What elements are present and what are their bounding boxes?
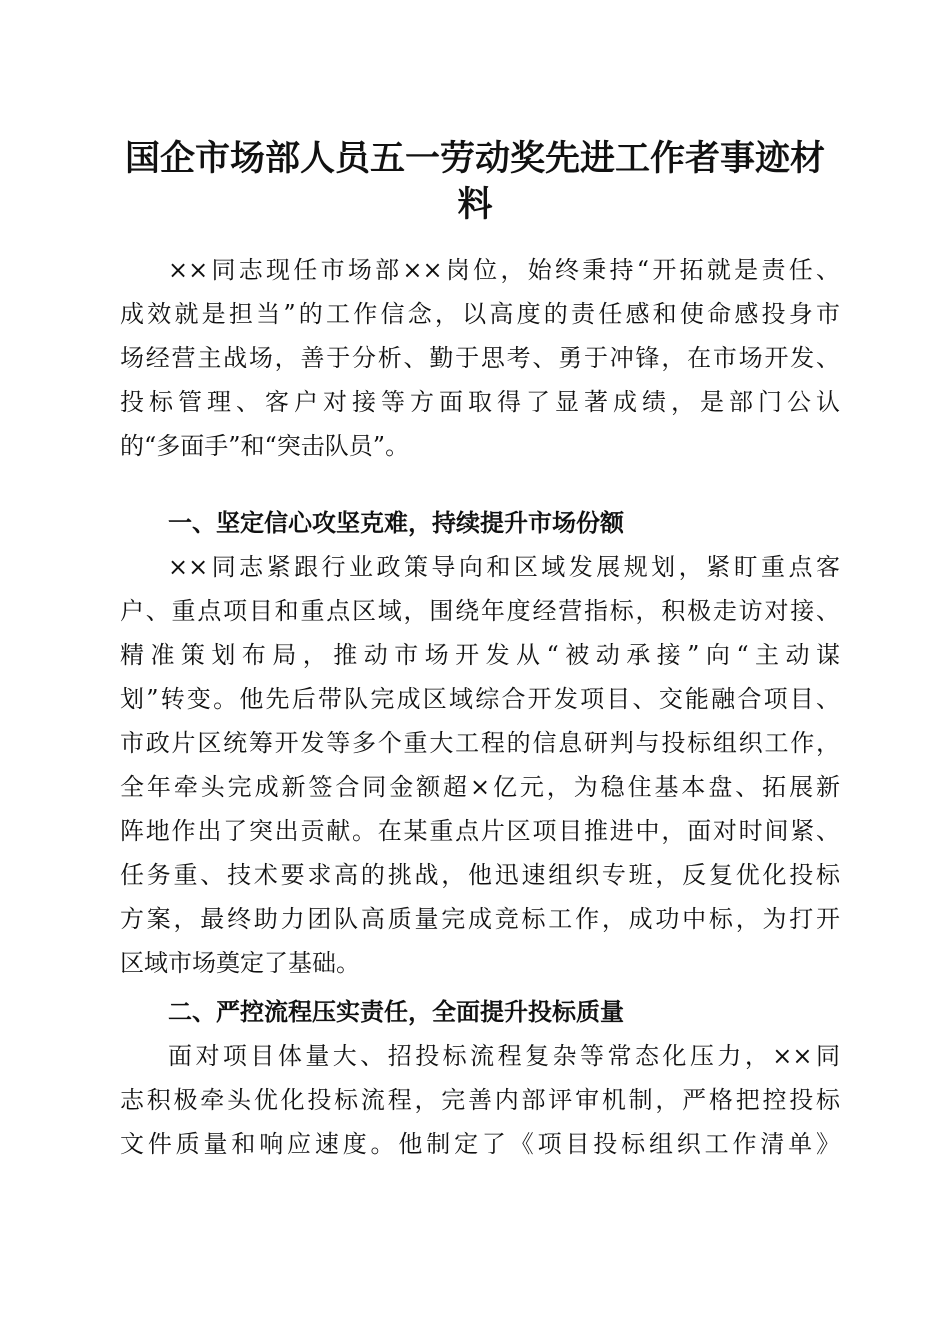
- paragraph-line: 全年牵头完成新签合同金额超×亿元，为稳住基本盘、拓展新: [120, 773, 840, 801]
- body-paragraph: [120, 545, 840, 985]
- paragraph-line: ××同志现任市场部××岗位，始终秉持“开拓就是责任、: [168, 256, 840, 284]
- paragraph-line: 场经营主战场，善于分析、勤于思考、勇于冲锋，在市场开发、: [120, 344, 840, 372]
- paragraph-line: 阵地作出了突出贡献。在某重点片区项目推进中，面对时间紧、: [120, 817, 840, 845]
- paragraph-line: 文件质量和响应速度。他制定了《项目投标组织工作清单》: [120, 1130, 840, 1158]
- title-line: 料: [457, 184, 493, 225]
- paragraph-line: 户、重点项目和重点区域，围绕年度经营指标，积极走访对接、: [120, 597, 840, 625]
- document-title: [110, 136, 840, 228]
- paragraph-line: 志积极牵头优化投标流程，完善内部评审机制，严格把控投标: [120, 1086, 840, 1114]
- paragraph-line: ××同志紧跟行业政策导向和区域发展规划，紧盯重点客: [168, 553, 840, 581]
- paragraph-line: 方案，最终助力团队高质量完成竞标工作，成功中标，为打开: [120, 905, 840, 933]
- paragraph-line: 划”转变。他先后带队完成区域综合开发项目、交能融合项目、: [120, 685, 840, 713]
- heading-text: 一、坚定信心攻坚克难，持续提升市场份额: [168, 509, 624, 537]
- heading-text: 二、严控流程压实责任，全面提升投标质量: [168, 998, 624, 1026]
- title-line: 国企市场部人员五一劳动奖先进工作者事迹材: [124, 138, 825, 179]
- paragraph-line: 市政片区统筹开发等多个重大工程的信息研判与投标组织工作，: [120, 729, 840, 757]
- body-paragraph: [120, 1034, 840, 1166]
- paragraph-line: 投标管理、客户对接等方面取得了显著成绩，是部门公认: [120, 388, 840, 416]
- paragraph-line: 精准策划布局，推动市场开发从“被动承接”向“主动谋: [120, 641, 840, 669]
- paragraph-line: 的“多面手”和“突击队员”。: [120, 432, 410, 460]
- section-heading: [120, 501, 840, 545]
- body-paragraph: [120, 248, 840, 468]
- paragraph-line: 区域市场奠定了基础。: [120, 949, 360, 977]
- paragraph-line: 成效就是担当”的工作信念，以高度的责任感和使命感投身市: [120, 300, 840, 328]
- section-heading: [120, 990, 840, 1034]
- paragraph-line: 面对项目体量大、招投标流程复杂等常态化压力，××同: [168, 1042, 840, 1070]
- paragraph-line: 任务重、技术要求高的挑战，他迅速组织专班，反复优化投标: [120, 861, 840, 889]
